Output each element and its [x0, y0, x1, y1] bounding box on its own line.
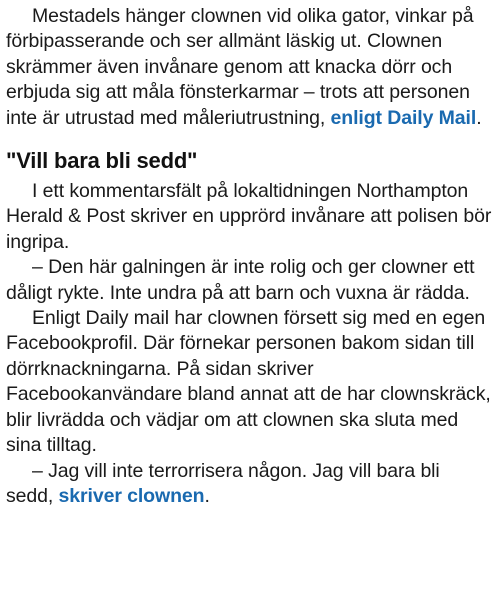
- paragraph-1: [6, 4, 492, 131]
- daily-mail-link[interactable]: enligt Daily Mail: [330, 106, 477, 129]
- paragraph-5-text: – Jag vill inte terrorrisera någon. Jag vill bara bli sedd,: [6, 459, 440, 507]
- paragraph-1-text: Mestadels hänger clownen vid olika gator, vinkar på förbipasserande och ser allmänt läskig ut. Clownen skrämmer även invånare genom att knacka dörr och erbjuda sig att måla fönsterkarmar – trots att personen inte är utrustad med måleriutrustning,: [6, 5, 474, 129]
- paragraph-5-quote: [6, 459, 492, 510]
- section-heading: "Vill bara bli sedd": [6, 148, 198, 174]
- clown-facebook-link[interactable]: skriver clownen: [58, 484, 205, 507]
- paragraph-4: Enligt Daily mail har clownen försett sig med en egen Facebookprofil. Där förnekar personen bakom sidan till dörrknackningarna. På sidan skriver Facebookanvändare bland annat att de har clownskräck, blir livrädda och vädjar om att clownen ska sluta med sina tilltag.: [6, 307, 491, 457]
- paragraph-3-quote: – Den här galningen är inte rolig och ger clowner ett dåligt rykte. Inte undra på att barn och vuxna är rädda.: [6, 256, 475, 304]
- cut-off-next-line: [6, 509, 492, 517]
- paragraph-5-end: .: [204, 484, 210, 507]
- paragraph-1-end: .: [476, 106, 482, 129]
- paragraph-2: I ett kommentarsfält på lokaltidningen Northampton Herald & Post skriver en upprörd invånare att polisen bör ingripa.: [6, 180, 492, 253]
